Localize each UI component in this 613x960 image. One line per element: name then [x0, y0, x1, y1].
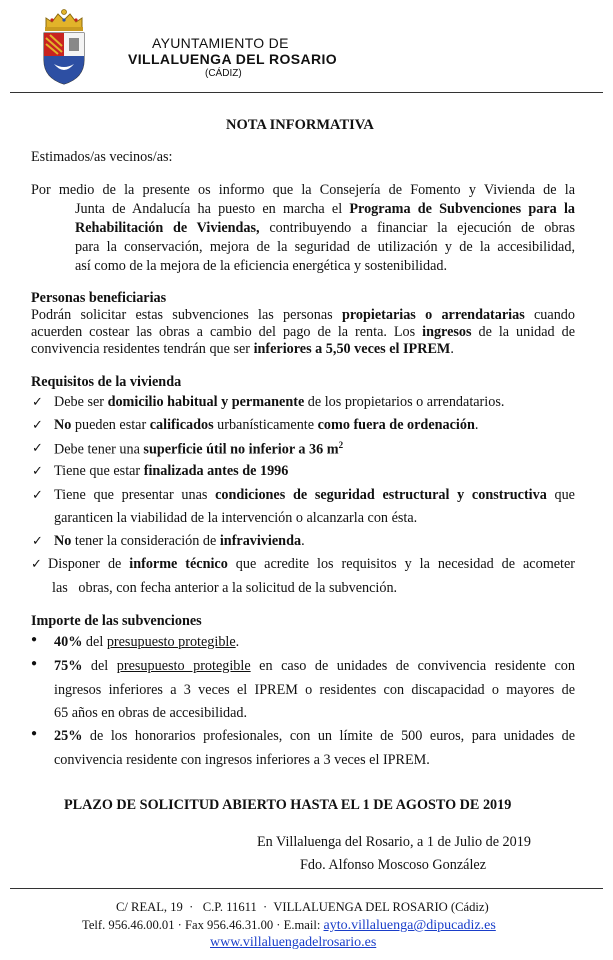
amount-item [54, 634, 239, 651]
bold-text: informe técnico [129, 556, 228, 572]
checkmark-icon: ✓ [32, 463, 43, 478]
bold-text: 75% [54, 658, 83, 674]
checkmark-icon: ✓ [32, 440, 43, 455]
text: Podrán solicitar estas subvenciones las personas [31, 307, 342, 323]
page-title: NOTA INFORMATIVA [226, 117, 374, 133]
bold-text: finalizada antes de 1996 [143, 463, 289, 479]
text: del [82, 634, 107, 650]
text: Debe ser [54, 394, 108, 410]
checkmark-icon: ✓ [32, 533, 43, 548]
bold-text: ingresos [422, 324, 472, 340]
footer-phone-fax: Telf. 956.46.00.01 · Fax 956.46.31.00 · E.mail: [82, 918, 324, 932]
requirement-item [54, 440, 343, 459]
requirement-item [54, 487, 575, 504]
text: convivencia residentes tendrán que ser [31, 341, 254, 357]
text: acuerden costear las obras a cambio del pago de la renta. Los [31, 324, 423, 340]
superscript: 2 [338, 440, 344, 450]
checkmark-icon: ✓ [31, 556, 42, 571]
bold-text: No [54, 533, 72, 549]
bold-text: inferiores a 5,50 veces el IPREM [253, 341, 451, 357]
amount-item [54, 658, 575, 675]
intro-line: así como de la mejora de la eficiencia energética y sostenibilidad. [75, 258, 448, 274]
header-province: (CÁDIZ) [205, 68, 242, 79]
checkmark-icon: ✓ [32, 417, 43, 432]
text: . [450, 341, 454, 357]
requirements-heading: Requisitos de la vivienda [31, 374, 182, 390]
text: en caso de unidades de convivencia residente con [250, 658, 575, 674]
beneficiaries-line [31, 324, 575, 341]
underlined-text: presupuesto protegible [106, 634, 236, 650]
requirement-item [48, 556, 575, 573]
text: . [474, 417, 479, 433]
intro-text: Junta de Andalucía ha puesto en marcha el [75, 201, 350, 217]
intro-line [75, 201, 575, 218]
beneficiaries-line [31, 341, 454, 358]
text: Tiene que estar [54, 463, 144, 479]
text: de los propietarios o arrendatarios. [304, 394, 505, 410]
bold-text: condiciones de seguridad estructural y constructiva [215, 487, 547, 503]
bold-text: No [54, 417, 72, 433]
greeting: Estimados/as vecinos/as: [31, 149, 173, 165]
footer-website [210, 935, 376, 951]
footer-divider [10, 888, 603, 889]
bold-text: 40% [54, 634, 83, 650]
signature-place-date: En Villaluenga del Rosario, a 1 de Julio de 2019 [257, 834, 531, 850]
footer-address: C/ REAL, 19 · C.P. 11611 · VILLALUENGA DEL ROSARIO (Cádiz) [116, 900, 489, 914]
text: del [82, 658, 117, 674]
text: de los honorarios profesionales, con un límite de 500 euros, para unidades de [82, 728, 575, 744]
intro-line [75, 220, 575, 237]
program-name: Programa de Subvenciones para la [349, 201, 575, 217]
deadline-notice: PLAZO DE SOLICITUD ABIERTO HASTA EL 1 DE AGOSTO DE 2019 [64, 797, 512, 813]
beneficiaries-line [31, 307, 575, 324]
beneficiaries-heading: Personas beneficiarias [31, 290, 167, 306]
header-institution: AYUNTAMIENTO DE [152, 35, 289, 51]
text: pueden estar [71, 417, 150, 433]
bullet-icon: ● [31, 634, 38, 645]
amount-item [54, 728, 575, 745]
amounts-heading: Importe de las subvenciones [31, 613, 202, 629]
text: Disponer de [48, 556, 130, 572]
text: cuando [524, 307, 575, 323]
program-name: Rehabilitación de Viviendas, [75, 220, 260, 236]
underlined-text: presupuesto protegible [116, 658, 251, 674]
text: de la unidad de [471, 324, 575, 340]
text: tener la consideración de [71, 533, 220, 549]
bullet-icon: ● [31, 658, 38, 669]
bold-text: domicilio habitual y permanente [107, 394, 305, 410]
amount-item-continued: ingresos inferiores a 3 veces el IPREM o residentes con discapacidad o mayores de [54, 682, 575, 698]
text: Debe tener una [54, 441, 144, 458]
requirement-item [54, 417, 478, 434]
bold-text: 25% [54, 728, 83, 744]
intro-line: Por medio de la presente os informo que la Consejería de Fomento y Vivienda de la [31, 182, 575, 198]
website-link[interactable]: www.villaluengadelrosario.es [210, 935, 377, 950]
bold-text: superficie útil no inferior a 36 m [143, 441, 339, 458]
text: . [235, 634, 240, 650]
bold-text: calificados [149, 417, 214, 433]
text: urbanísticamente [213, 417, 318, 433]
bold-text: propietarias o arrendatarias [341, 307, 525, 323]
intro-text: contribuyendo a financiar la ejecución de obras [259, 220, 575, 236]
requirement-item [54, 463, 288, 480]
bullet-icon: ● [31, 728, 38, 739]
header-town: VILLALUENGA DEL ROSARIO [128, 51, 338, 67]
intro-line: para la conservación, mejora de la seguridad de utilización y de la accesibilidad, [75, 239, 575, 255]
text: que [546, 487, 575, 503]
checkmark-icon: ✓ [32, 487, 43, 502]
bold-text: como fuera de ordenación [317, 417, 475, 433]
footer-contact [82, 918, 496, 934]
coat-of-arms-logo [38, 6, 90, 86]
header-divider [10, 92, 603, 93]
requirement-item [54, 394, 504, 411]
requirement-item-continued: garanticen la viabilidad de la intervención o alcanzarla con ésta. [54, 510, 418, 526]
amount-item-continued: convivencia residente con ingresos inferiores a 3 veces el IPREM. [54, 752, 430, 768]
text: . [301, 533, 305, 549]
amount-item-continued: 65 años en obras de accesibilidad. [54, 705, 248, 721]
requirement-item-continued: las obras, con fecha anterior a la solicitud de la subvención. [52, 580, 398, 596]
bold-text: infravivienda [219, 533, 302, 549]
text: Tiene que presentar unas [54, 487, 216, 503]
requirement-item [54, 533, 305, 550]
text: que acredite los requisitos y la necesidad de acometer [227, 556, 575, 572]
email-link[interactable]: ayto.villaluenga@dipucadiz.es [323, 918, 496, 933]
signature-name: Fdo. Alfonso Moscoso González [300, 857, 486, 873]
checkmark-icon: ✓ [32, 394, 43, 409]
